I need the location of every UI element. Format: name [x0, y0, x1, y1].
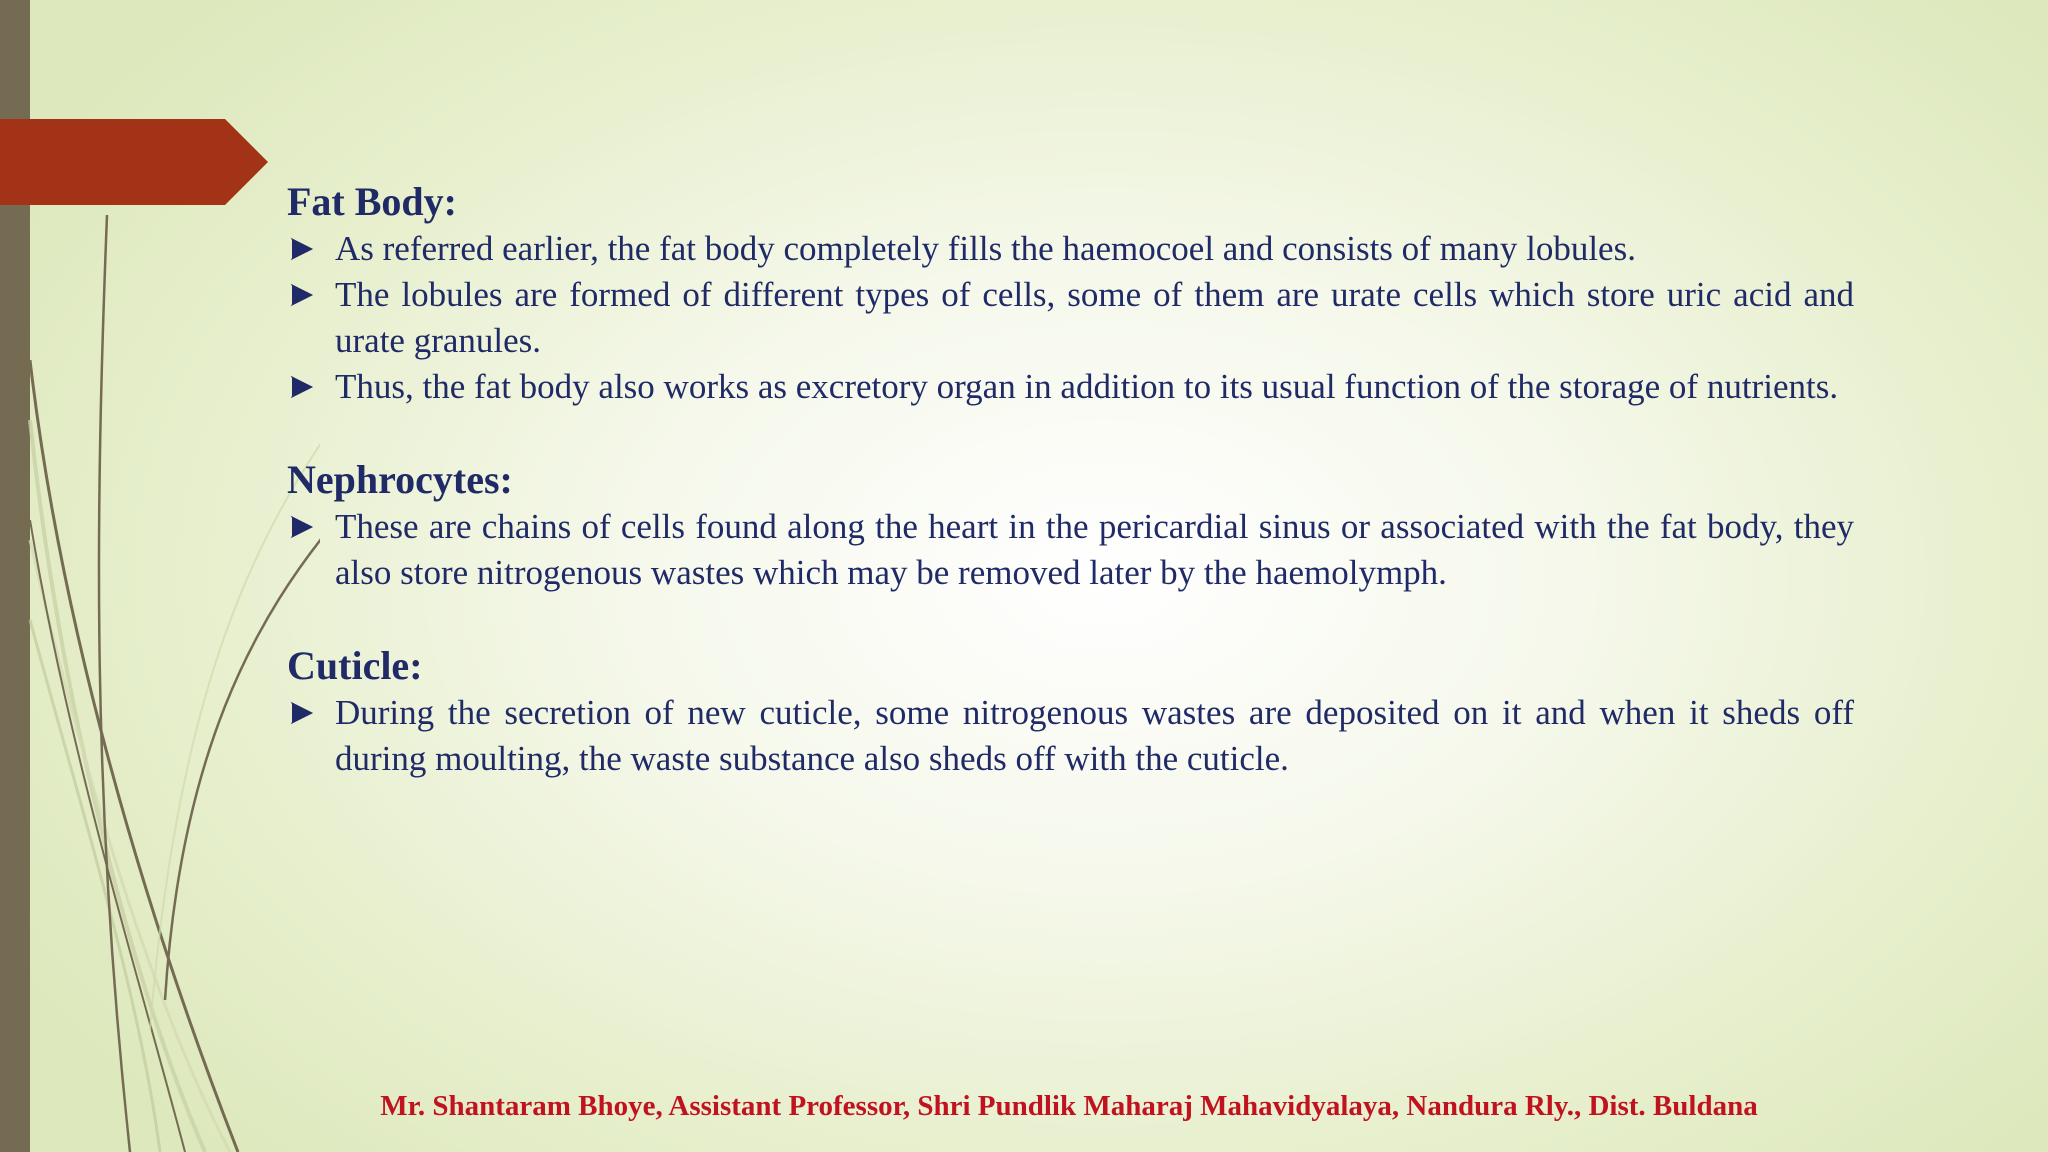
section-heading: Nephrocytes:	[287, 457, 513, 502]
list-item-text: As referred earlier, the fat body completely fills the haemocoel and consists of many lobules.	[335, 229, 1636, 268]
footer-credit: Mr. Shantaram Bhoye, Assistant Professor, Shri Pundlik Maharaj Mahavidyalaya, Nandura Rly., Dist. Buldana	[380, 1090, 1758, 1122]
arrowhead-bullet-icon	[289, 364, 315, 410]
bullet-list	[287, 690, 1854, 782]
slide-content	[287, 178, 1854, 782]
arrowhead-bullet-icon	[289, 690, 315, 736]
list-item	[287, 226, 1854, 272]
section-cuticle	[287, 642, 1854, 782]
list-item	[287, 364, 1854, 410]
list-item-text: During the secretion of new cuticle, some nitrogenous wastes are deposited on it and when it sheds off during moulting, the waste substance also sheds off with the cuticle.	[335, 693, 1854, 778]
section-heading: Fat Body:	[287, 179, 457, 224]
list-item	[287, 690, 1854, 782]
section-fat-body	[287, 178, 1854, 410]
list-item	[287, 504, 1854, 596]
arrowhead-bullet-icon	[289, 272, 315, 318]
section-heading: Cuticle:	[287, 643, 423, 688]
arrowhead-bullet-icon	[289, 226, 315, 272]
list-item-text: These are chains of cells found along the heart in the pericardial sinus or associated with the fat body, they also store nitrogenous wastes which may be removed later by the haemolymph.	[335, 507, 1854, 592]
list-item-text: Thus, the fat body also works as excretory organ in addition to its usual function of the storage of nutrients.	[335, 367, 1839, 406]
bullet-list	[287, 226, 1854, 410]
accent-tab	[0, 119, 270, 205]
arrowhead-bullet-icon	[289, 504, 315, 550]
list-item	[287, 272, 1854, 364]
list-item-text: The lobules are formed of different types of cells, some of them are urate cells which store uric acid and urate granules.	[335, 275, 1854, 360]
section-nephrocytes	[287, 456, 1854, 596]
bullet-list	[287, 504, 1854, 596]
